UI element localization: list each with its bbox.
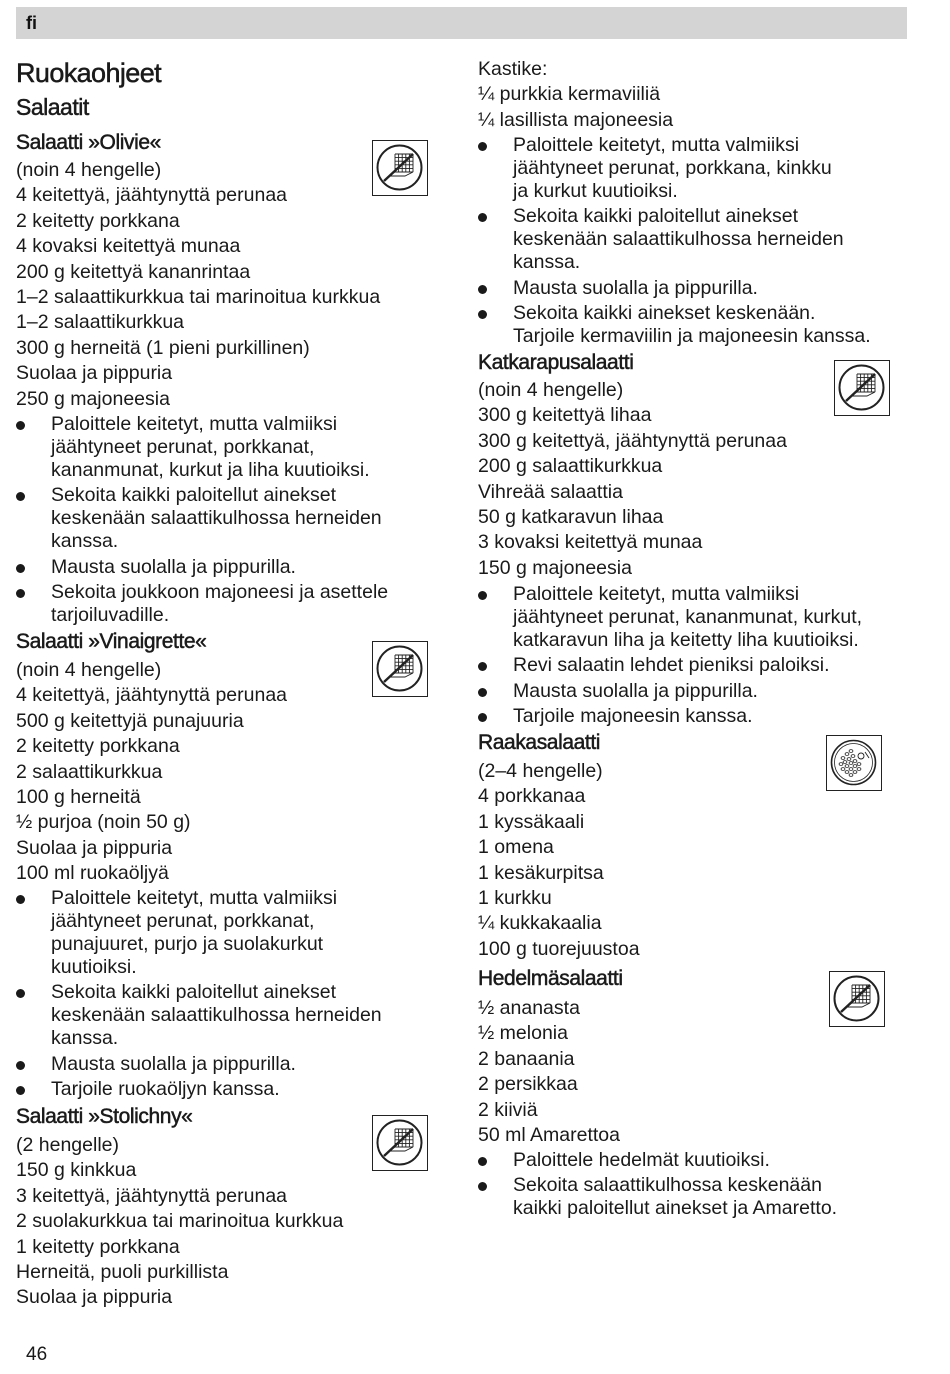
ingredient-line: 150 g kinkkua: [16, 1159, 137, 1182]
ingredient-line: (noin 4 hengelle): [16, 159, 162, 181]
step-text: Sekoita joukkoon majoneesi ja asettele: [51, 581, 389, 604]
ingredient-list: [16, 158, 380, 412]
recipe-heading: Salaatti »Stolichny«: [16, 1105, 193, 1128]
step-text: keskenään salaattikulhossa herneiden: [51, 507, 382, 530]
ingredient-line: (2–4 hengelle): [478, 760, 603, 782]
step-text: Tarjoile kermaviilin ja majoneesin kanssa.: [513, 325, 871, 348]
ingredient-line: 200 g salaattikurkkua: [478, 455, 663, 478]
step-item: [478, 654, 862, 677]
recipe-heading: Hedelmäsalaatti: [478, 967, 623, 990]
ingredient-list: [478, 378, 787, 581]
ingredient-line: 100 g herneitä: [16, 785, 141, 808]
ingredient-line: 1 kurkku: [478, 886, 552, 909]
step-item: [16, 981, 382, 1050]
no-dicing-icon: [829, 971, 885, 1027]
ingredient-line: 200 g keitettyä kananrintaa: [16, 260, 251, 283]
ingredient-line: (2 hengelle): [16, 1134, 119, 1156]
ingredient-line: 4 porkkanaa: [478, 785, 586, 808]
ingredient-line: ¼ purkkia kermaviiliä: [478, 83, 661, 106]
step-text: Mausta suolalla ja pippurilla.: [51, 555, 296, 578]
ingredient-line: 2 salaattikurkkua: [16, 760, 163, 783]
step-item: [478, 205, 871, 274]
step-text: Paloittele hedelmät kuutioiksi.: [513, 1149, 770, 1171]
step-text: Tarjoile ruokaöljyn kanssa.: [51, 1078, 280, 1101]
no-dicing-icon: [372, 1115, 428, 1171]
no-dicing-icon: [372, 641, 428, 697]
step-item: [16, 484, 388, 553]
ingredient-line: Herneitä, puoli purkillista: [16, 1260, 229, 1283]
ingredient-line: 4 keitettyä, jäähtynyttä perunaa: [16, 184, 288, 207]
step-list: [16, 413, 388, 630]
language-bar: [16, 7, 907, 39]
ingredient-line: 2 keitetty porkkana: [16, 209, 180, 232]
page-number: 46: [26, 1344, 48, 1365]
ingredient-line: 2 kiiviä: [478, 1098, 538, 1121]
step-item: [478, 705, 862, 728]
step-text: Sekoita kaikki ainekset keskenään.: [513, 302, 816, 325]
ingredient-list: [478, 57, 673, 133]
step-list: [478, 134, 871, 351]
step-text: Paloittele keitetyt, mutta valmiiksi: [51, 887, 338, 909]
no-dicing-icon: [372, 140, 428, 196]
ingredient-line: ½ melonia: [478, 1022, 568, 1045]
ingredient-line: 2 keitetty porkkana: [16, 735, 180, 758]
grating-disc-icon: [826, 735, 882, 791]
ingredient-line: 250 g majoneesia: [16, 387, 170, 410]
step-text: Mausta suolalla ja pippurilla.: [513, 679, 758, 702]
ingredient-line: ½ ananasta: [478, 997, 580, 1019]
step-text: jäähtyneet perunat, kananmunat, kurkut,: [513, 606, 863, 628]
ingredient-line: 150 g majoneesia: [478, 556, 632, 579]
ingredient-line: 1 omena: [478, 836, 554, 859]
step-text: kanssa.: [513, 251, 581, 274]
step-list: [16, 887, 382, 1104]
ingredient-line: 2 suolakurkkua tai marinoitua kurkkua: [16, 1210, 344, 1233]
ingredient-line: 300 g keitettyä lihaa: [478, 404, 652, 427]
step-item: [478, 1174, 837, 1220]
step-text: kaikki paloitellut ainekset ja Amaretto.: [513, 1197, 838, 1220]
ingredient-line: 100 ml ruokaöljyä: [16, 862, 169, 885]
step-item: [478, 134, 871, 203]
recipe-heading: Katkarapusalaatti: [478, 351, 634, 374]
ingredient-line: (noin 4 hengelle): [478, 379, 624, 401]
step-text: keskenään salaattikulhossa herneiden: [513, 228, 844, 251]
step-text: Revi salaatin lehdet pieniksi paloiksi.: [513, 654, 830, 677]
ingredient-line: 2 persikkaa: [478, 1073, 578, 1096]
ingredient-line: Suolaa ja pippuria: [16, 836, 173, 859]
ingredient-line: 1 kesäkurpitsa: [478, 861, 604, 884]
step-text: ja kurkut kuutioiksi.: [513, 180, 678, 202]
ingredient-line: 500 g keitettyjä punajuuria: [16, 709, 244, 732]
step-item: [16, 556, 388, 579]
ingredient-list: [16, 1133, 343, 1311]
step-item: [478, 302, 871, 348]
ingredient-line: 2 banaania: [478, 1047, 575, 1070]
step-item: [16, 887, 382, 979]
step-text: katkaravun liha ja keitetty liha kuutioiksi.: [513, 629, 859, 651]
ingredient-list: [16, 658, 287, 887]
step-text: tarjoiluvadille.: [51, 604, 170, 627]
ingredient-line: Vihreää salaattia: [478, 480, 623, 503]
language-code: fi: [26, 13, 37, 33]
page-title: Ruokaohjeet: [16, 58, 162, 88]
step-text: Paloittele keitetyt, mutta valmiiksi: [513, 583, 800, 605]
step-text: kuutioiksi.: [51, 956, 137, 978]
step-item: [478, 1149, 837, 1172]
step-text: Mausta suolalla ja pippurilla.: [513, 276, 758, 299]
step-item: [478, 680, 862, 703]
ingredient-line: Suolaa ja pippuria: [16, 1286, 173, 1309]
ingredient-line: 1 keitetty porkkana: [16, 1235, 180, 1258]
step-list: [478, 1149, 837, 1223]
step-text: Sekoita kaikki paloitellut ainekset: [51, 981, 337, 1004]
step-item: [16, 581, 388, 627]
ingredient-line: 3 kovaksi keitettyä munaa: [478, 531, 703, 554]
step-text: jäähtyneet perunat, porkkanat,: [51, 910, 315, 932]
step-item: [478, 583, 862, 652]
ingredient-line: 300 g herneitä (1 pieni purkillinen): [16, 336, 310, 359]
ingredient-line: 300 g keitettyä, jäähtynyttä perunaa: [478, 429, 787, 452]
ingredient-line: 1–2 salaattikurkkua tai marinoitua kurkkua: [16, 285, 381, 308]
step-text: Paloittele keitetyt, mutta valmiiksi: [51, 413, 338, 435]
section-title: Salaatit: [16, 94, 89, 120]
ingredient-list: [478, 996, 620, 1148]
step-text: Sekoita salaattikulhossa keskenään: [513, 1174, 822, 1197]
step-item: [16, 1078, 382, 1101]
ingredient-line: ½ purjoa (noin 50 g): [16, 811, 191, 834]
ingredient-line: (noin 4 hengelle): [16, 659, 162, 681]
ingredient-line: 1–2 salaattikurkkua: [16, 311, 185, 334]
ingredient-list: [478, 759, 640, 962]
step-item: [478, 277, 871, 300]
step-text: kanssa.: [51, 1027, 119, 1050]
no-dicing-icon: [834, 360, 890, 416]
ingredient-line: Kastike:: [478, 58, 548, 80]
ingredient-line: 4 keitettyä, jäähtynyttä perunaa: [16, 684, 288, 707]
step-text: Sekoita kaikki paloitellut ainekset: [513, 205, 799, 228]
ingredient-line: ¼ kukkakaalia: [478, 912, 602, 935]
ingredient-line: 1 kyssäkaali: [478, 810, 585, 833]
step-item: [16, 413, 388, 482]
step-text: kanssa.: [51, 530, 119, 553]
ingredient-line: 50 ml Amarettoa: [478, 1123, 620, 1146]
recipe-heading: Salaatti »Vinaigrette«: [16, 630, 207, 653]
step-text: jäähtyneet perunat, porkkanat,: [51, 436, 315, 458]
step-list: [478, 583, 862, 731]
recipe-heading: Raakasalaatti: [478, 731, 601, 754]
ingredient-line: ¼ lasillista majoneesia: [478, 108, 674, 131]
step-text: Paloittele keitetyt, mutta valmiiksi: [513, 134, 800, 156]
step-text: jäähtyneet perunat, porkkana, kinkku: [513, 157, 832, 179]
step-text: Mausta suolalla ja pippurilla.: [51, 1052, 296, 1075]
ingredient-line: 4 kovaksi keitettyä munaa: [16, 235, 241, 258]
step-text: punajuuret, purjo ja suolakurkut: [51, 933, 324, 955]
recipe-heading: Salaatti »Olivie«: [16, 131, 161, 154]
step-text: Sekoita kaikki paloitellut ainekset: [51, 484, 337, 507]
ingredient-line: 100 g tuorejuustoa: [478, 937, 640, 960]
ingredient-line: 50 g katkaravun lihaa: [478, 505, 664, 528]
ingredient-line: 3 keitettyä, jäähtynyttä perunaa: [16, 1184, 288, 1207]
ingredient-line: Suolaa ja pippuria: [16, 362, 173, 385]
step-item: [16, 1053, 382, 1076]
step-text: kananmunat, kurkut ja liha kuutioiksi.: [51, 459, 370, 481]
step-text: Tarjoile majoneesin kanssa.: [513, 705, 753, 728]
step-text: keskenään salaattikulhossa herneiden: [51, 1004, 382, 1027]
